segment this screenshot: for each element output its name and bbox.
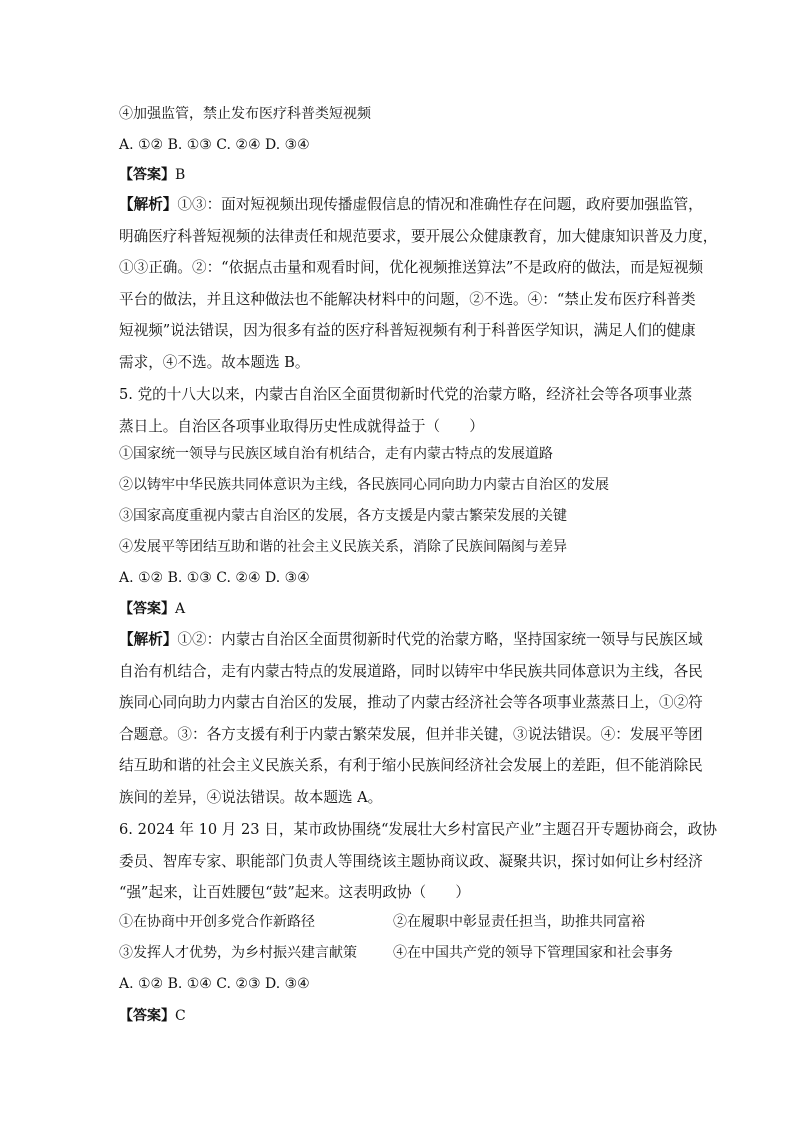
analysis-row: 结互助和谐的社会主义民族关系，有利于缩小民族间经济社会发展上的差距，但不能消除民 bbox=[119, 757, 703, 775]
q4-answer bbox=[119, 165, 679, 185]
q6-option-3: ③发挥人才优势，为乡村振兴建言献策 bbox=[119, 945, 357, 961]
stem-row: 蒸日上。自治区各项事业取得历史性成就得益于（ ） bbox=[119, 417, 484, 435]
q5-answer bbox=[119, 599, 679, 619]
q6-option-2: ②在履职中彰显责任担当，助推共同富裕 bbox=[393, 914, 645, 930]
analysis-row: ①②：内蒙古自治区全面贯彻新时代党的治蒙方略，坚持国家统一领导与民族区域 bbox=[177, 631, 703, 648]
answer-value: A bbox=[175, 601, 186, 617]
analysis-row: 平台的做法，并且这种做法也不能解决材料中的问题，②不选。④：“禁止发布医疗科普类 bbox=[119, 290, 696, 308]
answer-label: 【答案】 bbox=[119, 1008, 175, 1024]
q5-option-1: ①国家统一领导与民族区域自治有机结合，走有内蒙古特点的发展道路 bbox=[119, 446, 553, 462]
analysis-row: ①③正确。②：“依据点击量和观看时间，优化视频推送算法”不是政府的做法，而是短视频 bbox=[119, 259, 704, 277]
q6-options-row-1 bbox=[119, 912, 689, 932]
analysis-label: 【解析】 bbox=[119, 631, 178, 648]
stem-row: 委员、智库专家、职能部门负责人等围绕该主题协商议政、凝聚共识，探讨如何让乡村经济 bbox=[119, 852, 703, 870]
analysis-row: 自治有机结合，走有内蒙古特点的发展道路，同时以铸牢中华民族共同体意识为主线，各民 bbox=[119, 662, 703, 680]
answer-value: C bbox=[175, 1008, 186, 1024]
q5-choices: A. ①② B. ①③ C. ②④ D. ③④ bbox=[119, 570, 310, 586]
q6-option-1: ①在协商中开创多党合作新路径 bbox=[119, 914, 315, 930]
answer-label: 【答案】 bbox=[119, 167, 175, 183]
q6-options-row-2 bbox=[119, 943, 689, 963]
analysis-row: 合题意。③：各方支援有利于内蒙古繁荣发展，但并非关键，③说法错误。④：发展平等团 bbox=[119, 725, 703, 743]
q6-stem bbox=[119, 814, 717, 909]
analysis-label: 【解析】 bbox=[119, 196, 178, 213]
q6-choices: A. ①② B. ①④ C. ②③ D. ③④ bbox=[119, 976, 310, 992]
q4-choices: A. ①② B. ①③ C. ②④ D. ③④ bbox=[119, 137, 310, 153]
analysis-row: 短视频”说法错误，因为很多有益的医疗科普短视频有利于科普医学知识，满足人们的健康 bbox=[119, 322, 696, 340]
q5-option-3: ③国家高度重视内蒙古自治区的发展，各方支援是内蒙古繁荣发展的关键 bbox=[119, 508, 567, 524]
stem-row: 5. 党的十八大以来，内蒙古自治区全面贯彻新时代党的治蒙方略，经济社会等各项事业蒸 bbox=[119, 386, 693, 403]
analysis-row: 族间的差异，④说法错误。故本题选 A。 bbox=[119, 788, 383, 806]
q5-option-2: ②以铸牢中华民族共同体意识为主线，各民族同心同向助力内蒙古自治区的发展 bbox=[119, 477, 609, 493]
q6-option-4: ④在中国共产党的领导下管理国家和社会事务 bbox=[393, 945, 673, 961]
analysis-row: 需求，④不选。故本题选 B。 bbox=[119, 353, 310, 371]
stem-row: 6. 2024 年 10 月 23 日，某市政协围绕“发展壮大乡村富民产业”主题召开专题协商会，政协 bbox=[119, 821, 717, 838]
analysis-row: 族同心同向助力内蒙古自治区的发展，推动了内蒙古经济社会等各项事业蒸蒸日上，①②符 bbox=[119, 694, 703, 712]
answer-label: 【答案】 bbox=[119, 601, 175, 617]
answer-value: B bbox=[175, 167, 186, 183]
q6-answer bbox=[119, 1006, 679, 1026]
analysis-row: ①③：面对短视频出现传播虚假信息的情况和准确性存在问题，政府要加强监管， bbox=[177, 196, 703, 213]
analysis-row: 明确医疗科普短视频的法律责任和规范要求，要开展公众健康教育，加大健康知识普及力度， bbox=[119, 227, 718, 245]
q5-option-4: ④发展平等团结互助和谐的社会主义民族关系，消除了民族间隔阂与差异 bbox=[119, 539, 567, 555]
stem-row: “强”起来，让百姓腰包“鼓”起来。这表明政协（ ） bbox=[119, 884, 470, 902]
q4-analysis bbox=[119, 189, 718, 379]
q5-analysis bbox=[119, 624, 703, 814]
q4-option-4: ④加强监管，禁止发布医疗科普类短视频 bbox=[119, 106, 371, 122]
q5-stem bbox=[119, 379, 693, 442]
